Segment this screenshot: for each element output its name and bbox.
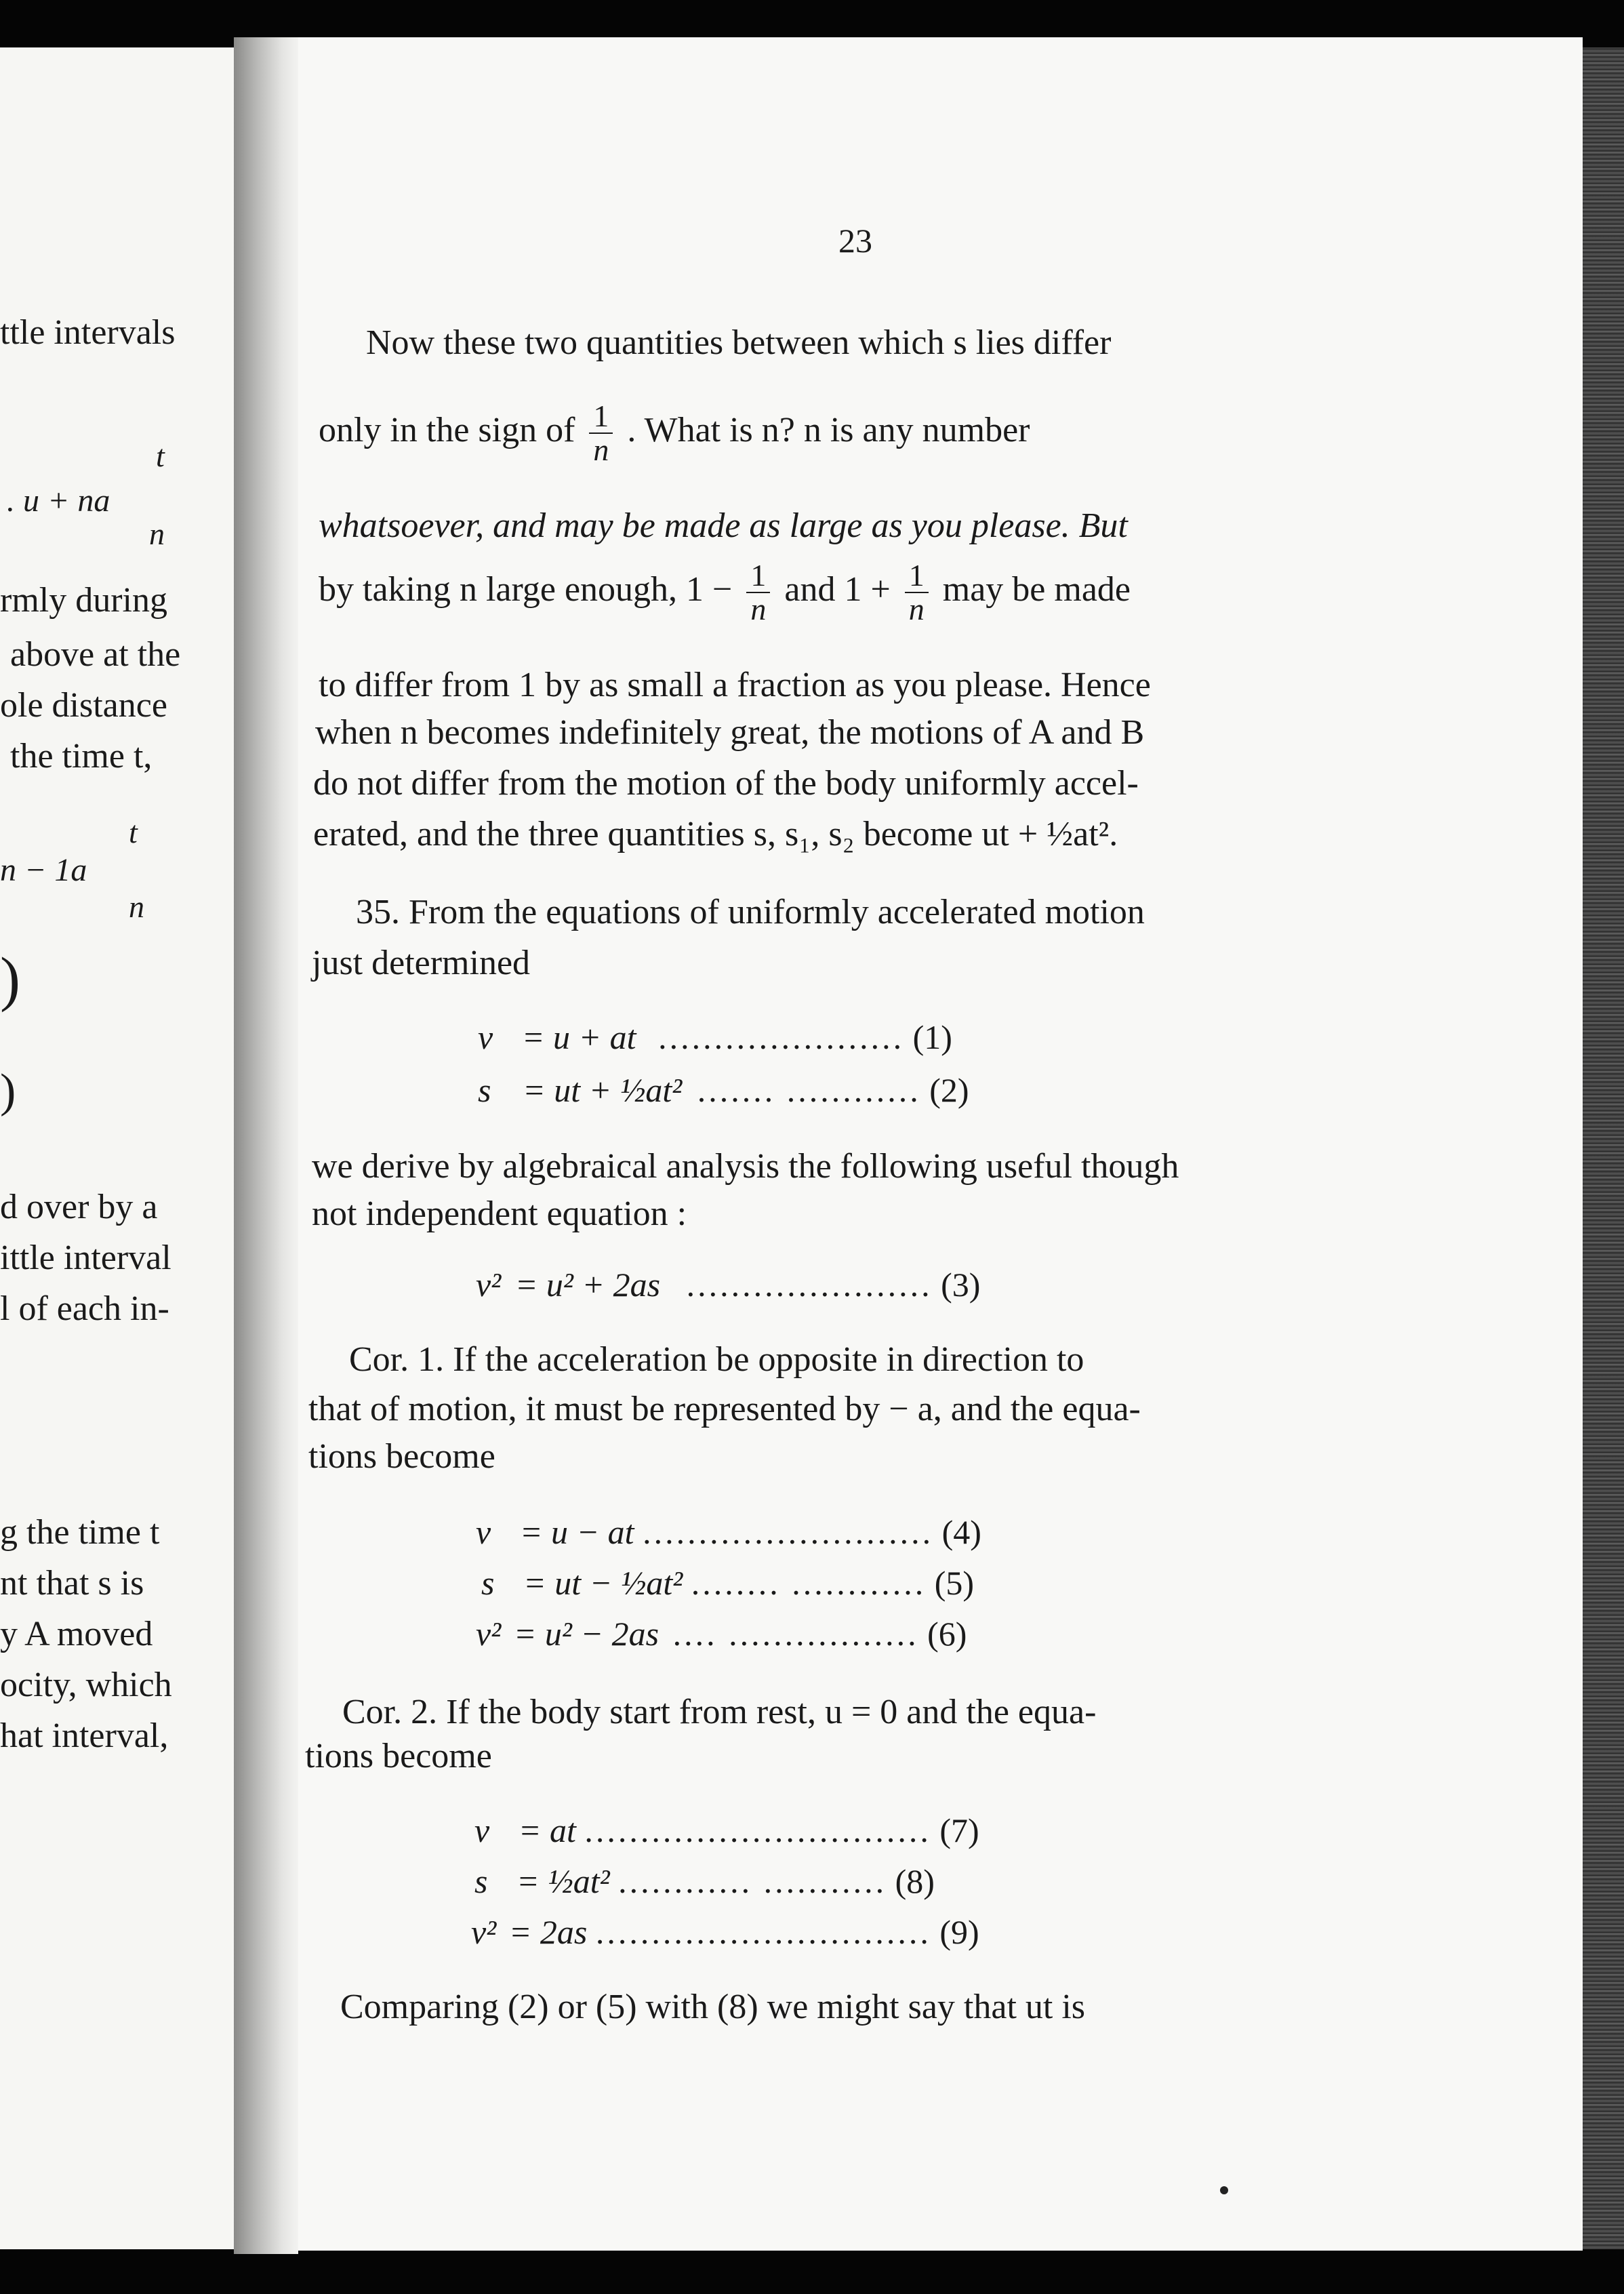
fraction-1-over-n [905,559,929,626]
text-line: just determined [312,944,531,982]
text-span: and 1 + [784,570,891,609]
ink-speck [1220,2186,1228,2194]
equation-lhs: v [478,1018,493,1056]
equation-leader-dots: ...................... [658,1018,905,1056]
equation-rhs: = u² + 2as [514,1266,661,1304]
fraction-denominator: n [750,592,767,627]
text-line: Cor. 1. If the acceleration be opposite in direction to [349,1340,1084,1379]
equation-number: (8) [895,1862,935,1900]
equation-number: (7) [939,1811,979,1849]
text-line: do not differ from the motion of the body uniformly accel- [313,764,1139,803]
equation-lhs: s [481,1564,495,1602]
equation-lhs: v [476,1513,491,1551]
text-line: that of motion, it must be represented by − a, and the equa- [308,1390,1141,1428]
equation-row [478,1073,969,1107]
left-line: n − 1a [0,852,87,888]
equation-row [474,1813,979,1847]
left-line: t [129,815,138,849]
fraction-denominator: n [908,592,925,627]
equation-leader-dots: ...................... [686,1266,933,1304]
page-stack-edge [1583,47,1624,2249]
text-line: whatsoever, and may be made as large as you please. But [319,506,1128,545]
equation-row [476,1617,967,1651]
equation-number: (6) [927,1615,967,1653]
left-line: hat interval, [0,1716,169,1755]
left-line: . u + na [7,483,110,519]
equation-leader-dots: ............ ........... [618,1862,887,1900]
left-line: ) [0,1065,16,1117]
equation-number: (4) [941,1513,981,1551]
left-line: t [156,439,165,473]
text-span: by taking n large enough, 1 − [319,570,733,609]
equation-rhs: = 2as [508,1913,588,1951]
equation-lhs: s [478,1071,491,1109]
left-line: l of each in- [0,1289,169,1328]
fraction-numerator: 1 [746,559,770,593]
left-line: y A moved [0,1615,153,1653]
text-line [319,400,1030,467]
left-line: above at the [10,635,181,674]
equation-lhs: s [474,1862,488,1900]
fraction-numerator: 1 [589,400,613,434]
left-line: rmly during [0,581,167,620]
left-line: d over by a [0,1188,158,1226]
fraction-1-over-n [589,400,613,467]
left-line: g the time t [0,1513,160,1552]
equation-row [476,1515,981,1549]
left-line: ocity, which [0,1666,172,1704]
text-span: only in the sign of [319,411,575,450]
page-number: 23 [838,222,872,260]
equation-rhs: = ut + ½at² [522,1071,683,1109]
text-line: Cor. 2. If the body start from rest, u = 0 and the equa- [342,1693,1097,1731]
equation-number: (9) [939,1913,979,1951]
fraction-numerator: 1 [905,559,929,593]
left-line: nt that s is [0,1564,144,1603]
equation-rhs: = at [518,1811,576,1849]
text-line: 35. From the equations of uniformly accelerated motion [356,893,1145,931]
equation-rhs: = u² − 2as [513,1615,659,1653]
scan-border-bottom [0,2249,1624,2294]
equation-number: (2) [929,1071,969,1109]
equation-rhs: = u + at [521,1018,636,1056]
left-line: ttle intervals [0,313,176,352]
book-gutter [234,37,298,2254]
equation-leader-dots: ....... ............ [697,1071,921,1109]
equation-rhs: = u − at [519,1513,634,1551]
equation-row [474,1864,935,1898]
fraction-1-over-n [746,559,770,626]
left-line: n [129,889,144,924]
text-span: may be made [942,570,1131,609]
equation-lhs: v² [471,1913,497,1951]
fraction-denominator: n [593,432,609,468]
text-line: erated, and the three quantities s, s₁, s₂ become ut + ½at². [313,815,1118,853]
text-span: . What is n? n is any number [627,411,1030,450]
equation-row [471,1915,979,1949]
equation-lhs: v² [476,1266,502,1304]
equation-row [481,1566,974,1600]
equation-leader-dots: ........ ............ [691,1564,927,1602]
text-line: when n becomes indefinitely great, the motions of A and B [315,713,1145,752]
left-facing-page [0,47,234,2249]
equation-row [476,1268,980,1302]
text-line: tions become [308,1437,495,1476]
left-line: ittle interval [0,1239,171,1277]
equation-rhs: = ut − ½at² [523,1564,683,1602]
right-page [298,37,1583,2251]
equation-leader-dots: ............................... [584,1811,931,1849]
text-line: Comparing (2) or (5) with (8) we might say that ut is [340,1988,1086,2026]
equation-leader-dots: .......................... [643,1513,934,1551]
text-line: Now these two quantities between which s lies differ [366,323,1112,362]
equation-leader-dots: .............................. [595,1913,931,1951]
equation-lhs: v [474,1811,490,1849]
text-line: we derive by algebraical analysis the following useful though [312,1147,1179,1186]
text-line [319,559,1131,626]
equation-number: (3) [941,1266,981,1304]
text-line: to differ from 1 by as small a fraction as you please. Hence [319,666,1151,704]
left-line: n [149,517,165,551]
equation-number: (1) [912,1018,952,1056]
left-line: ) [0,946,20,1013]
text-line: tions become [305,1737,492,1775]
left-line: the time t, [10,737,153,776]
equation-rhs: = ½at² [516,1862,610,1900]
left-line: ole distance [0,686,167,725]
equation-row [478,1020,952,1054]
equation-leader-dots: .... ................. [672,1615,919,1653]
equation-lhs: v² [476,1615,502,1653]
text-line: not independent equation : [312,1194,687,1233]
equation-number: (5) [934,1564,975,1602]
